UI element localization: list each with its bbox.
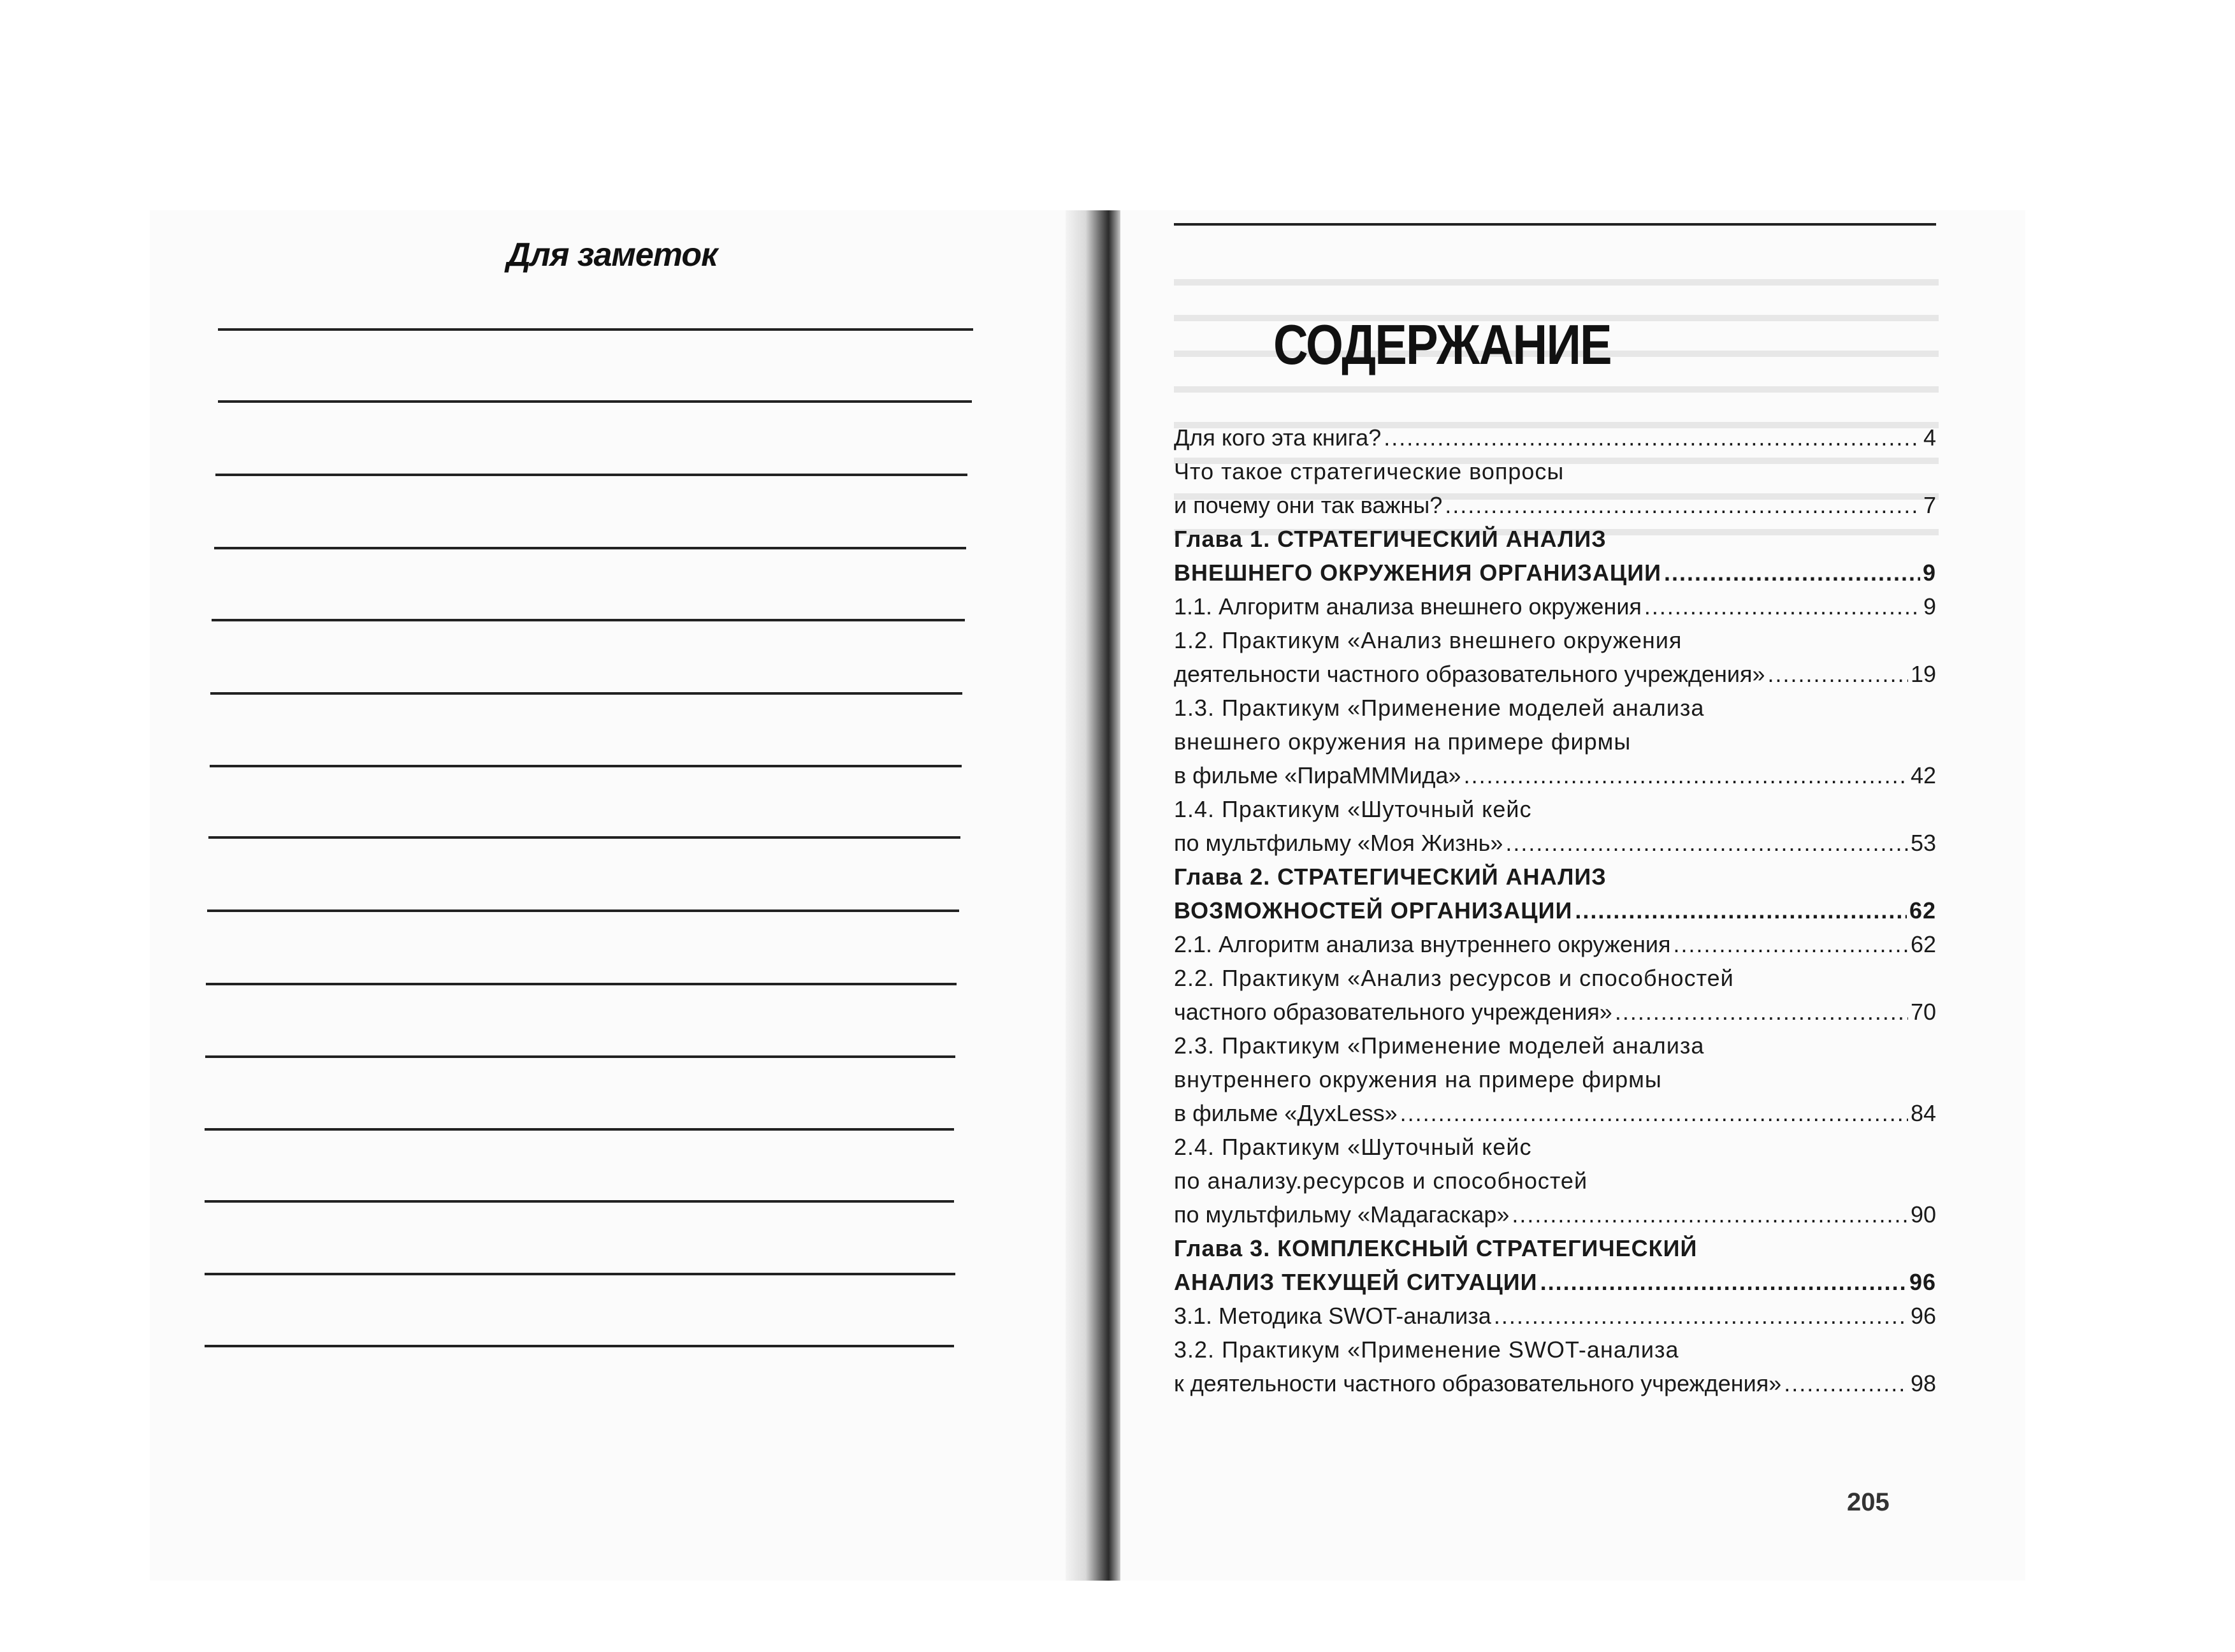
toc-entry-text: Глава 1. СТРАТЕГИЧЕСКИЙ АНАЛИЗ <box>1174 526 1607 552</box>
toc-entry-text: внешнего окружения на примере фирмы <box>1174 728 1631 755</box>
toc-leader-dots <box>1615 995 1908 1029</box>
toc-chapter-row <box>1174 1265 1936 1299</box>
toc-entry-row <box>1174 488 1936 522</box>
toc-entry-text: в фильме «ДухLess» <box>1174 1100 1398 1126</box>
toc-entry-text: по мультфильму «Моя Жизнь» <box>1174 830 1503 856</box>
toc-entry-text: 3.2. Практикум «Применение SWOT-анализа <box>1174 1337 1679 1363</box>
toc-entry-row <box>1174 725 1936 758</box>
toc-entry-row <box>1174 995 1936 1029</box>
writing-line <box>207 909 959 912</box>
toc-page-number: 90 <box>1910 1201 1936 1228</box>
toc-entry-text: к деятельности частного образовательного учреждения» <box>1174 1370 1782 1396</box>
writing-line <box>205 1200 954 1203</box>
contents-page <box>1120 210 2025 1581</box>
toc-entry-row <box>1174 1096 1936 1130</box>
toc-entry-row <box>1174 826 1936 860</box>
toc-entry-row <box>1174 421 1936 454</box>
toc-leader-dots <box>1784 1366 1908 1400</box>
toc-entry-text: 2.1. Алгоритм анализа внутреннего окружения <box>1174 931 1671 957</box>
toc-entry-row <box>1174 758 1936 792</box>
toc-entry-text: деятельности частного образовательного учреждения» <box>1174 661 1765 687</box>
toc-page-number: 9 <box>1922 560 1936 586</box>
toc-page-number: 19 <box>1910 661 1936 687</box>
writing-line <box>212 619 965 621</box>
toc-page-number: 84 <box>1910 1100 1936 1126</box>
toc-chapter-row <box>1174 522 1936 556</box>
writing-line <box>205 1345 954 1347</box>
toc-entry-text: внутреннего окружения на примере фирмы <box>1174 1066 1662 1092</box>
toc-entry-row <box>1174 1130 1936 1164</box>
toc-entry-text: по мультфильму «Мадагаскар» <box>1174 1201 1510 1228</box>
toc-entry-row <box>1174 1299 1936 1333</box>
toc-chapter-row <box>1174 556 1936 590</box>
toc-entry-row <box>1174 1198 1936 1231</box>
toc-page-number: 62 <box>1910 931 1936 957</box>
writing-line <box>205 1273 955 1275</box>
toc-entry-text: 2.2. Практикум «Анализ ресурсов и способностей <box>1174 965 1734 991</box>
toc-entry-row <box>1174 792 1936 826</box>
toc-entry-text: в фильме «ПираМММида» <box>1174 762 1461 788</box>
toc-entry-row <box>1174 1164 1936 1198</box>
toc-entry-text: частного образовательного учреждения» <box>1174 999 1612 1025</box>
toc-entry-text: Что такое стратегические вопросы <box>1174 458 1565 484</box>
toc-page-number: 9 <box>1923 593 1936 620</box>
book-spine <box>1066 210 1123 1581</box>
toc-chapter-row <box>1174 860 1936 894</box>
notes-title: Для заметок <box>507 236 718 273</box>
writing-line <box>205 1128 954 1131</box>
toc-entry-text: 1.4. Практикум «Шуточный кейс <box>1174 796 1532 822</box>
writing-line <box>205 1055 955 1058</box>
toc-leader-dots <box>1664 556 1920 590</box>
toc-leader-dots <box>1445 488 1921 522</box>
header-rule <box>1174 223 1936 226</box>
toc-entry-text: ВОЗМОЖНОСТЕЙ ОРГАНИЗАЦИИ <box>1174 897 1573 924</box>
writing-line <box>214 547 966 549</box>
table-of-contents <box>1174 421 1936 1400</box>
toc-leader-dots <box>1464 758 1908 792</box>
toc-entry-text: и почему они так важны? <box>1174 492 1443 518</box>
writing-line <box>218 328 973 331</box>
toc-entry-text: АНАЛИЗ ТЕКУЩЕЙ СИТУАЦИИ <box>1174 1269 1538 1295</box>
toc-entry-text: Для кого эта книга? <box>1174 424 1382 451</box>
toc-page-number: 96 <box>1909 1269 1936 1295</box>
toc-leader-dots <box>1400 1096 1908 1130</box>
toc-entry-text: 1.2. Практикум «Анализ внешнего окружения <box>1174 627 1682 653</box>
toc-page-number: 96 <box>1910 1303 1936 1329</box>
toc-leader-dots <box>1505 826 1908 860</box>
toc-entry-row <box>1174 1062 1936 1096</box>
page-number: 205 <box>1847 1488 1890 1516</box>
toc-leader-dots <box>1575 894 1907 927</box>
toc-leader-dots <box>1384 421 1921 454</box>
toc-entry-row <box>1174 657 1936 691</box>
toc-leader-dots <box>1768 657 1908 691</box>
toc-leader-dots <box>1512 1198 1908 1231</box>
toc-leader-dots <box>1644 590 1921 623</box>
toc-entry-text: Глава 3. КОМПЛЕКСНЫЙ СТРАТЕГИЧЕСКИЙ <box>1174 1235 1698 1261</box>
toc-entry-row <box>1174 1029 1936 1062</box>
toc-entry-row <box>1174 623 1936 657</box>
contents-title: СОДЕРЖАНИЕ <box>1273 313 1611 376</box>
toc-entry-text: 2.4. Практикум «Шуточный кейс <box>1174 1134 1532 1160</box>
toc-page-number: 42 <box>1910 762 1936 788</box>
toc-leader-dots <box>1540 1265 1907 1299</box>
toc-entry-text: ВНЕШНЕГО ОКРУЖЕНИЯ ОРГАНИЗАЦИИ <box>1174 560 1661 586</box>
toc-leader-dots <box>1494 1299 1908 1333</box>
toc-entry-row <box>1174 1333 1936 1366</box>
notes-page <box>150 210 1067 1581</box>
writing-line <box>215 474 967 476</box>
writing-line <box>218 400 972 403</box>
toc-chapter-row <box>1174 1231 1936 1265</box>
toc-entry-row <box>1174 927 1936 961</box>
toc-page-number: 4 <box>1923 424 1936 451</box>
toc-page-number: 53 <box>1910 830 1936 856</box>
toc-entry-row <box>1174 961 1936 995</box>
toc-page-number: 7 <box>1923 492 1936 518</box>
toc-page-number: 62 <box>1909 897 1936 924</box>
writing-line <box>208 836 960 839</box>
toc-page-number: 70 <box>1910 999 1936 1025</box>
writing-line <box>210 692 962 695</box>
toc-entry-row <box>1174 590 1936 623</box>
toc-entry-text: по анализу.ресурсов и способностей <box>1174 1168 1588 1194</box>
writing-line <box>206 983 957 985</box>
toc-leader-dots <box>1673 927 1908 961</box>
toc-chapter-row <box>1174 894 1936 927</box>
toc-entry-text: 1.1. Алгоритм анализа внешнего окружения <box>1174 593 1642 620</box>
writing-line <box>210 765 962 767</box>
toc-page-number: 98 <box>1910 1370 1936 1396</box>
toc-entry-text: Глава 2. СТРАТЕГИЧЕСКИЙ АНАЛИЗ <box>1174 864 1607 890</box>
toc-entry-row <box>1174 1366 1936 1400</box>
toc-entry-text: 2.3. Практикум «Применение моделей анализа <box>1174 1032 1705 1059</box>
toc-entry-row <box>1174 454 1936 488</box>
toc-entry-text: 1.3. Практикум «Применение моделей анализа <box>1174 695 1705 721</box>
toc-entry-row <box>1174 691 1936 725</box>
toc-entry-text: 3.1. Методика SWOT-анализа <box>1174 1303 1491 1329</box>
